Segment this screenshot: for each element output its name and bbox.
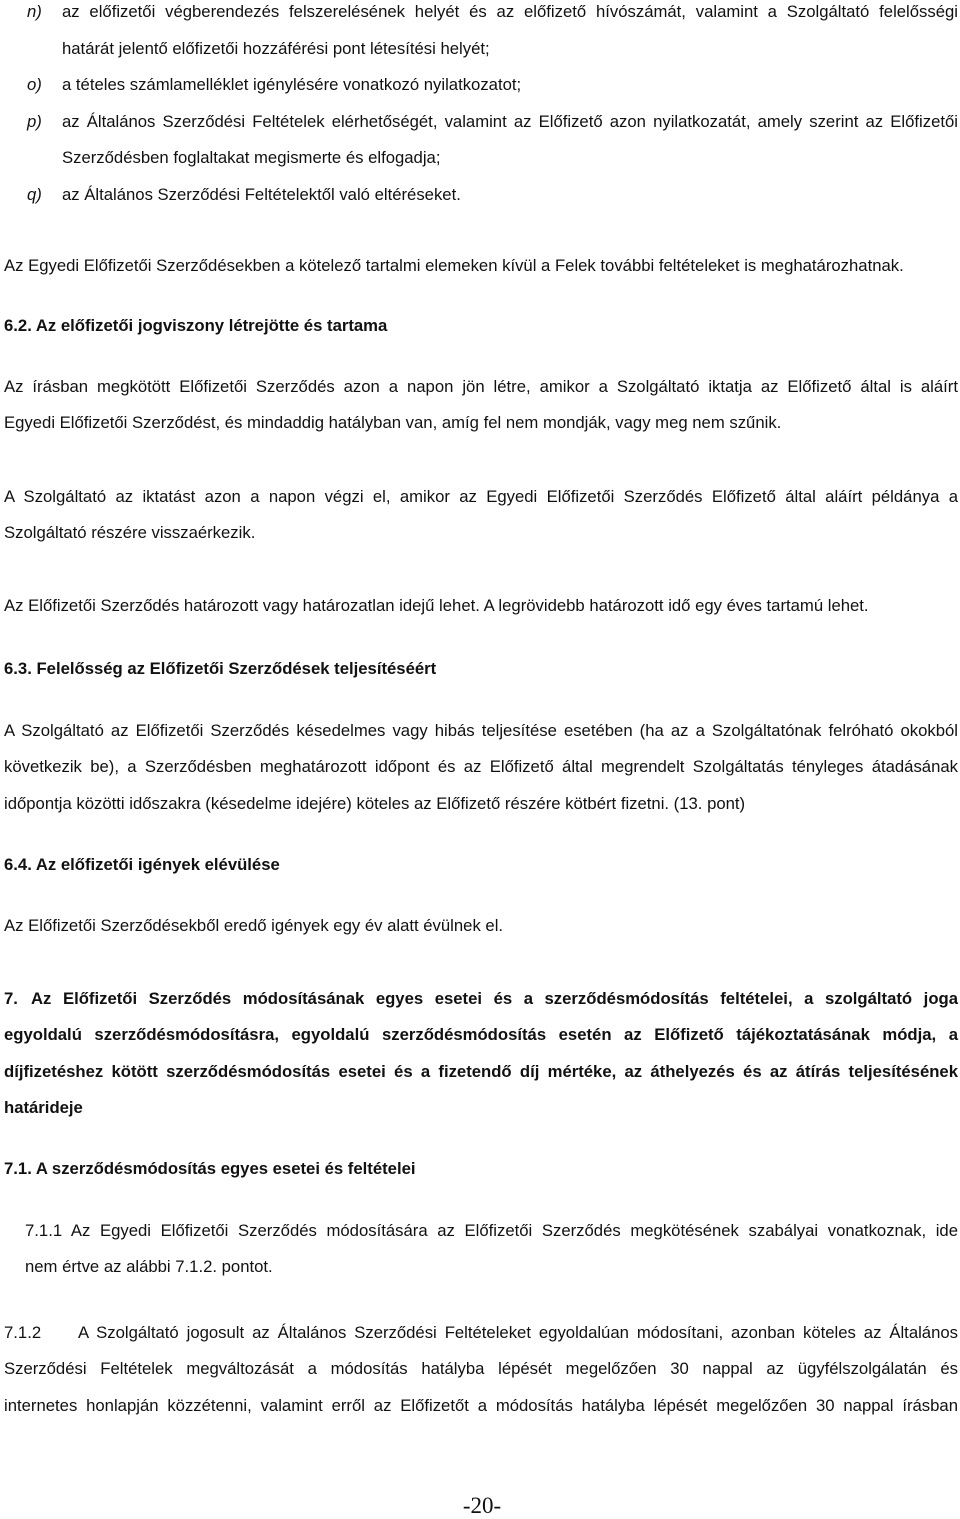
list-item	[4, 67, 958, 104]
heading-line: határideje	[4, 1098, 83, 1118]
section-heading-6-4	[4, 847, 958, 884]
heading-line: díjfizetéshez kötött szerződésmódosítás esetei és a fizetendő díj mértéke, az áthelyezés és az átírás teljesítésének	[4, 1061, 958, 1081]
list-item-line: a tételes számlamelléklet igénylésére vonatkozó nyilatkozatot;	[62, 75, 522, 94]
paragraph	[4, 479, 958, 552]
heading-text: 6.2. Az előfizetői jogviszony létrejötte és tartama	[4, 315, 388, 335]
paragraph-line: Az írásban megkötött Előfizetői Szerződés azon a napon jön létre, amikor a Szolgáltató iktatja az Előfizető által is aláírt	[4, 376, 958, 396]
heading-line	[4, 981, 958, 1018]
list-item	[4, 104, 958, 177]
subsection-line: nem értve az alábbi 7.1.2. pontot.	[25, 1257, 273, 1277]
paragraph-line: A Szolgáltató az Előfizetői Szerződés késedelmes vagy hibás teljesítése esetében (ha az a Szolgáltatónak felróható okokból	[4, 720, 958, 740]
paragraph-line: Egyedi Előfizetői Szerződést, és mindaddig hatályban van, amíg fel nem mondják, vagy meg nem szűnik.	[4, 413, 782, 433]
list-item-line: az előfizetői végberendezés felszerelésének helyét és az előfizető hívószámát, valamint a Szolgáltató felelősségi	[62, 2, 958, 21]
paragraph	[4, 713, 958, 823]
list-item-line: határát jelentő előfizetői hozzáférési pont létesítési helyét;	[62, 38, 490, 58]
requirements-list	[4, 0, 958, 213]
section-heading-7	[4, 981, 958, 1127]
paragraph	[4, 588, 958, 625]
list-item	[4, 177, 958, 214]
list-marker: o)	[27, 75, 42, 94]
heading-text: 6.4. Az előfizetői igények elévülése	[4, 854, 280, 874]
paragraph-line: Az Egyedi Előfizetői Szerződésekben a kötelező tartalmi elemeken kívül a Felek további feltételeket is meghatározhatnak.	[4, 255, 904, 275]
section-heading-7-1	[4, 1151, 958, 1188]
subsection-line-text: A Szolgáltató jogosult az Általános Szerződési Feltételeket egyoldalúan módosítani, azonban köteles az Általános	[78, 1322, 958, 1342]
subsection-line: Szerződési Feltételek megváltozását a módosítás hatályba lépését megelőzően 30 nappal az ügyfélszolgálatán és	[4, 1359, 958, 1379]
section-heading-6-3	[4, 651, 958, 688]
paragraph-line: időpontja közötti időszakra (késedelme idejére) köteles az Előfizető részére kötbért fizetni. (13. pont)	[4, 793, 746, 813]
section-heading-6-2	[4, 308, 958, 345]
subsection-number: 7.1.1	[25, 1220, 63, 1240]
subsection-line: internetes honlapján közzétenni, valamint erről az Előfizetőt a módosítás hatályba lépését megelőzően 30 nappal írásban	[4, 1395, 958, 1415]
page-number: -20-	[462, 1493, 502, 1518]
paragraph-line: A Szolgáltató az iktatást azon a napon végzi el, amikor az Egyedi Előfizetői Szerződés Előfizető által aláírt példánya a	[4, 486, 958, 506]
paragraph-line: Az Előfizetői Szerződésekből eredő igények egy év alatt évülnek el.	[4, 915, 504, 935]
heading-line: egyoldalú szerződésmódosításra, egyoldalú szerződésmódosítás esetén az Előfizető tájékoztatásának módja, a	[4, 1025, 958, 1045]
subsection-line-text: Az Egyedi Előfizetői Szerződés módosítására az Előfizetői Szerződés megkötésének szabályai vonatkoznak, ide	[70, 1220, 958, 1240]
paragraph-line: Szolgáltató részére visszaérkezik.	[4, 523, 256, 543]
paragraph-line: Az Előfizetői Szerződés határozott vagy határozatlan idejű lehet. A legrövidebb határozott idő egy éves tartamú lehet.	[4, 595, 869, 615]
subsection-7-1-1	[4, 1213, 958, 1286]
list-item-line: Szerződésben foglaltakat megismerte és elfogadja;	[62, 148, 441, 167]
paragraph-line: következik be), a Szerződésben meghatározott időpont és az Előfizető által megrendelt Szolgáltatás tényleges átadásának	[4, 757, 958, 777]
paragraph	[4, 369, 958, 442]
paragraph	[4, 908, 958, 945]
list-item-line: az Általános Szerződési Feltételek elérhetőségét, valamint az Előfizető azon nyilatkozatát, amely szerint az Előfizetői	[62, 111, 958, 131]
subsection-line	[25, 1213, 958, 1250]
list-marker: q)	[27, 184, 42, 204]
heading-text: 6.3. Felelősség az Előfizetői Szerződések teljesítéséért	[4, 658, 437, 678]
heading-text: 7.1. A szerződésmódosítás egyes esetei és feltételei	[4, 1158, 416, 1178]
subsection-number: 7.1.2	[4, 1322, 42, 1342]
list-item-line: az Általános Szerződési Feltételektől való eltéréseket.	[62, 184, 461, 204]
list-marker: n)	[27, 2, 42, 21]
subsection-line	[4, 1315, 958, 1352]
intro-paragraph	[4, 248, 958, 285]
section-number: 7.	[4, 988, 18, 1008]
subsection-7-1-2	[4, 1315, 958, 1425]
list-item	[4, 0, 958, 67]
heading-line-text: Az Előfizetői Szerződés módosításának egyes esetei és a szerződésmódosítás feltételei, a szolgáltató joga	[31, 988, 958, 1008]
list-marker: p)	[27, 111, 42, 131]
